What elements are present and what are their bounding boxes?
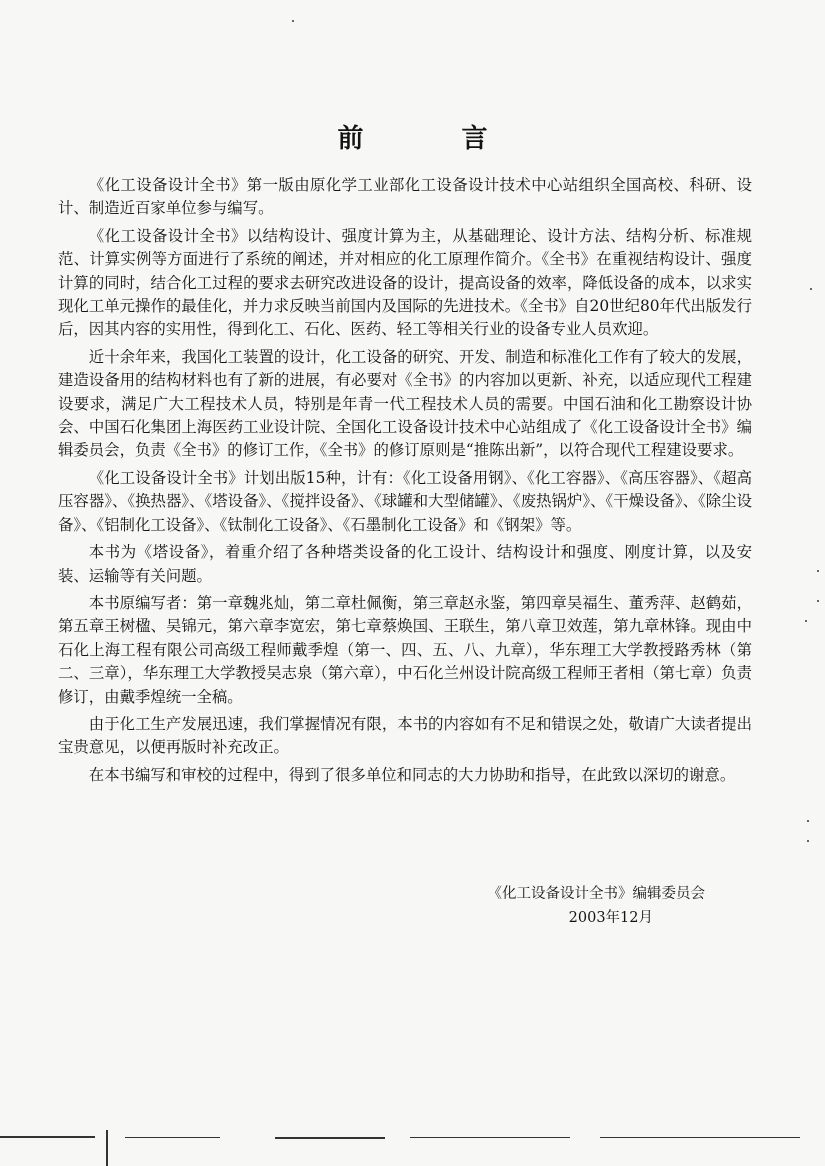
scan-edge-line — [410, 1137, 570, 1138]
paragraph: 本书原编写者：第一章魏兆灿，第二章杜佩衡，第三章赵永鉴，第四章吴福生、董秀萍、赵鹤茹，第五章王树楹、吴锦元，第六章李宽宏，第七章蔡焕国、王联生，第八章卫效莲，第九章林锋。现由中石化上海工程有限公司高级工程师戴季煌（第一、四、五、八、九章），华东理工大学教授路秀林（第二、三章），华东理工大学教授吴志泉（第六章），中石化兰州设计院高级工程师王者相（第七章）负责修订，由戴季煌统一全稿。 — [58, 593, 752, 706]
paragraph: 本书为《塔设备》，着重介绍了各种塔类设备的化工设计、结构设计和强度、刚度计算，以及安装、运输等有关问题。 — [58, 543, 752, 585]
scan-speck — [810, 288, 812, 290]
scan-speck — [817, 570, 819, 572]
paragraph: 《化工设备设计全书》第一版由原化学工业部化工设备设计技术中心站组织全国高校、科研、设计、制造近百家单位参与编写。 — [58, 176, 752, 218]
paragraph: 《化工设备设计全书》计划出版15种，计有：《化工设备用钢》、《化工容器》、《高压容器》、《超高压容器》、《换热器》、《塔设备》、《搅拌设备》、《球罐和大型储罐》、《废热锅炉》、《干燥设备》、《除尘设备》、《铝制化工设备》、《钛制化工设备》、《石墨制化工设备》和《钢架》等。 — [58, 468, 752, 534]
scan-speck — [807, 820, 809, 822]
paragraph: 由于化工生产发展迅速，我们掌握情况有限，本书的内容如有不足和错误之处，敬请广大读者提出宝贵意见，以便再版时补充改正。 — [58, 714, 752, 757]
scan-edge-line — [0, 1136, 95, 1138]
scan-speck — [817, 600, 819, 602]
signature-editorial-board: 《化工设备设计全书》编辑委员会 — [487, 886, 705, 902]
scan-edge-line — [275, 1137, 385, 1139]
scan-speck — [807, 840, 809, 842]
paragraph: 在本书编写和审校的过程中，得到了很多单位和同志的大力协助和指导，在此致以深切的谢意。 — [88, 765, 736, 784]
scan-edge-line — [600, 1137, 800, 1138]
scan-edge-line — [106, 1130, 108, 1166]
signature-date: 2003年12月 — [568, 910, 653, 926]
scan-speck — [292, 20, 294, 22]
scan-edge-line — [125, 1137, 220, 1138]
page-title: 前 言 — [337, 124, 524, 154]
paragraph: 近十余年来，我国化工装置的设计，化工设备的研究、开发、制造和标准化工作有了较大的发展，建造设备用的结构材料也有了新的进展，有必要对《全书》的内容加以更新、补充，以适应现代工程建设要求，满足广大工程技术人员，特别是年青一代工程技术人员的需要。中国石油和化工勘察设计协会、中国石化集团上海医药工业设计院、全国化工设备设计技术中心站组成了《化工设备设计全书》编辑委员会，负责《全书》的修订工作，《全书》的修订原则是“推陈出新”，以符合现代工程建设要求。 — [58, 347, 752, 460]
preface-body — [58, 174, 752, 791]
scan-speck — [805, 620, 807, 622]
paragraph: 《化工设备设计全书》以结构设计、强度计算为主，从基础理论、设计方法、结构分析、标准规范、计算实例等方面进行了系统的阐述，并对相应的化工原理作简介。《全书》在重视结构设计、强度计算的同时，结合化工过程的要求去研究改进设备的设计，提高设备的效率，降低设备的成本，以求实现化工单元操作的最佳化，并力求反映当前国内及国际的先进技术。《全书》自20世纪80年代出版发行后，因其内容的实用性，得到化工、石化、医药、轻工等相关行业的设备专业人员欢迎。 — [58, 226, 752, 339]
